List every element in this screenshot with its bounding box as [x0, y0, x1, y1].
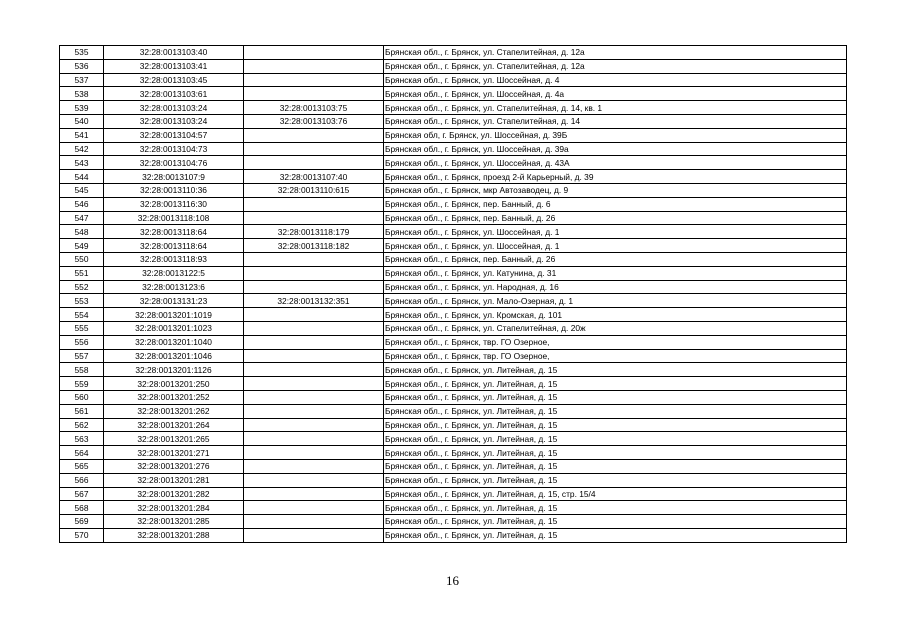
related-cadastral-number-cell: [244, 252, 384, 266]
table-row: [60, 266, 847, 280]
row-number-cell: 540: [60, 114, 104, 128]
row-number-cell: 558: [60, 363, 104, 377]
table-row: [60, 59, 847, 73]
page-number: 16: [446, 573, 459, 588]
cadastral-number-cell: 32:28:0013201:265: [104, 432, 244, 446]
address-cell: Брянская обл., г. Брянск, ул. Литейная, д. 15: [384, 390, 847, 404]
cadastral-number-cell: 32:28:0013201:285: [104, 515, 244, 529]
address-cell: Брянская обл., г. Брянск, ул. Шоссейная, д. 4: [384, 73, 847, 87]
address-cell: Брянская обл., г. Брянск, ул. Литейная, д. 15, стр. 15/4: [384, 487, 847, 501]
row-number-cell: 535: [60, 46, 104, 60]
cadastral-number-cell: 32:28:0013118:108: [104, 211, 244, 225]
address-cell: Брянская обл., г. Брянск, ул. Литейная, д. 15: [384, 418, 847, 432]
related-cadastral-number-cell: [244, 446, 384, 460]
row-number-cell: 554: [60, 308, 104, 322]
address-cell: Брянская обл., г. Брянск, ул. Литейная, д. 15: [384, 404, 847, 418]
row-number-cell: 550: [60, 252, 104, 266]
cadastral-number-cell: 32:28:0013118:64: [104, 225, 244, 239]
related-cadastral-number-cell: [244, 363, 384, 377]
address-cell: Брянская обл., г. Брянск, ул. Литейная, д. 15: [384, 377, 847, 391]
related-cadastral-number-cell: [244, 46, 384, 60]
cadastral-number-cell: 32:28:0013103:40: [104, 46, 244, 60]
table-row: [60, 377, 847, 391]
table-row: [60, 156, 847, 170]
cadastral-number-cell: 32:28:0013110:36: [104, 183, 244, 197]
related-cadastral-number-cell: [244, 87, 384, 101]
address-cell: Брянская обл., г. Брянск, пер. Банный, д. 26: [384, 211, 847, 225]
table-row: [60, 418, 847, 432]
address-cell: Брянская обл., г. Брянск, твр. ГО Озерное,: [384, 349, 847, 363]
row-number-cell: 569: [60, 515, 104, 529]
row-number-cell: 537: [60, 73, 104, 87]
related-cadastral-number-cell: [244, 501, 384, 515]
related-cadastral-number-cell: [244, 515, 384, 529]
cadastral-number-cell: 32:28:0013118:93: [104, 252, 244, 266]
registry-table-body: [60, 46, 847, 543]
address-cell: Брянская обл., г. Брянск, ул. Шоссейная, д. 4а: [384, 87, 847, 101]
address-cell: Брянская обл., г. Брянск, ул. Литейная, д. 15: [384, 446, 847, 460]
cadastral-number-cell: 32:28:0013107:9: [104, 170, 244, 184]
address-cell: Брянская обл., г. Брянск, ул. Стапелитейная, д. 12а: [384, 59, 847, 73]
address-cell: Брянская обл., г. Брянск, ул. Шоссейная, д. 39а: [384, 142, 847, 156]
related-cadastral-number-cell: [244, 349, 384, 363]
address-cell: Брянская обл., г. Брянск, ул. Стапелитейная, д. 14, кв. 1: [384, 101, 847, 115]
table-row: [60, 528, 847, 542]
row-number-cell: 552: [60, 280, 104, 294]
cadastral-number-cell: 32:28:0013103:24: [104, 114, 244, 128]
cadastral-number-cell: 32:28:0013131:23: [104, 294, 244, 308]
related-cadastral-number-cell: 32:28:0013103:75: [244, 101, 384, 115]
cadastral-number-cell: 32:28:0013201:252: [104, 390, 244, 404]
table-row: [60, 252, 847, 266]
table-row: [60, 515, 847, 529]
related-cadastral-number-cell: [244, 142, 384, 156]
row-number-cell: 557: [60, 349, 104, 363]
cadastral-number-cell: 32:28:0013123:6: [104, 280, 244, 294]
row-number-cell: 568: [60, 501, 104, 515]
address-cell: Брянская обл., г. Брянск, ул. Литейная, д. 15: [384, 363, 847, 377]
cadastral-number-cell: 32:28:0013103:45: [104, 73, 244, 87]
related-cadastral-number-cell: [244, 266, 384, 280]
table-row: [60, 446, 847, 460]
registry-table: [59, 45, 847, 543]
related-cadastral-number-cell: 32:28:0013103:76: [244, 114, 384, 128]
row-number-cell: 546: [60, 197, 104, 211]
address-cell: Брянская обл., г. Брянск, ул. Кромская, д. 101: [384, 308, 847, 322]
cadastral-number-cell: 32:28:0013201:250: [104, 377, 244, 391]
cadastral-number-cell: 32:28:0013201:1023: [104, 321, 244, 335]
table-row: [60, 128, 847, 142]
address-cell: Брянская обл., г. Брянск, ул. Литейная, д. 15: [384, 528, 847, 542]
row-number-cell: 565: [60, 459, 104, 473]
related-cadastral-number-cell: 32:28:0013110:615: [244, 183, 384, 197]
cadastral-number-cell: 32:28:0013201:1046: [104, 349, 244, 363]
table-row: [60, 487, 847, 501]
address-cell: Брянская обл., г. Брянск, ул. Стапелитейная, д. 14: [384, 114, 847, 128]
row-number-cell: 555: [60, 321, 104, 335]
row-number-cell: 564: [60, 446, 104, 460]
row-number-cell: 553: [60, 294, 104, 308]
related-cadastral-number-cell: [244, 390, 384, 404]
related-cadastral-number-cell: 32:28:0013118:179: [244, 225, 384, 239]
related-cadastral-number-cell: [244, 128, 384, 142]
row-number-cell: 538: [60, 87, 104, 101]
table-row: [60, 87, 847, 101]
address-cell: Брянская обл., г. Брянск, пер. Банный, д. 26: [384, 252, 847, 266]
address-cell: Брянская обл., г. Брянск, ул. Литейная, д. 15: [384, 501, 847, 515]
cadastral-number-cell: 32:28:0013201:271: [104, 446, 244, 460]
cadastral-number-cell: 32:28:0013201:282: [104, 487, 244, 501]
row-number-cell: 551: [60, 266, 104, 280]
row-number-cell: 556: [60, 335, 104, 349]
cadastral-number-cell: 32:28:0013103:24: [104, 101, 244, 115]
cadastral-number-cell: 32:28:0013201:288: [104, 528, 244, 542]
row-number-cell: 536: [60, 59, 104, 73]
related-cadastral-number-cell: [244, 197, 384, 211]
cadastral-number-cell: 32:28:0013201:1019: [104, 308, 244, 322]
table-row: [60, 432, 847, 446]
table-row: [60, 404, 847, 418]
address-cell: Брянская обл., г. Брянск, ул. Литейная, д. 15: [384, 432, 847, 446]
table-row: [60, 101, 847, 115]
related-cadastral-number-cell: 32:28:0013107:40: [244, 170, 384, 184]
table-row: [60, 473, 847, 487]
table-row: [60, 46, 847, 60]
table-row: [60, 349, 847, 363]
row-number-cell: 563: [60, 432, 104, 446]
address-cell: Брянская обл, г. Брянск, ул. Шоссейная, д. 39Б: [384, 128, 847, 142]
row-number-cell: 561: [60, 404, 104, 418]
cadastral-number-cell: 32:28:0013201:1126: [104, 363, 244, 377]
address-cell: Брянская обл., г. Брянск, ул. Литейная, д. 15: [384, 459, 847, 473]
address-cell: Брянская обл., г. Брянск, ул. Народная, д. 16: [384, 280, 847, 294]
related-cadastral-number-cell: [244, 459, 384, 473]
table-row: [60, 73, 847, 87]
cadastral-number-cell: 32:28:0013118:64: [104, 239, 244, 253]
address-cell: Брянская обл., г. Брянск, ул. Шоссейная, д. 43А: [384, 156, 847, 170]
row-number-cell: 549: [60, 239, 104, 253]
address-cell: Брянская обл., г. Брянск, твр. ГО Озерное,: [384, 335, 847, 349]
table-row: [60, 170, 847, 184]
address-cell: Брянская обл., г. Брянск, ул. Шоссейная, д. 1: [384, 239, 847, 253]
related-cadastral-number-cell: [244, 528, 384, 542]
row-number-cell: 541: [60, 128, 104, 142]
cadastral-number-cell: 32:28:0013201:281: [104, 473, 244, 487]
related-cadastral-number-cell: [244, 432, 384, 446]
row-number-cell: 567: [60, 487, 104, 501]
table-row: [60, 225, 847, 239]
address-cell: Брянская обл., г. Брянск, ул. Литейная, д. 15: [384, 515, 847, 529]
table-row: [60, 211, 847, 225]
cadastral-number-cell: 32:28:0013116:30: [104, 197, 244, 211]
table-row: [60, 114, 847, 128]
table-row: [60, 183, 847, 197]
related-cadastral-number-cell: [244, 321, 384, 335]
row-number-cell: 566: [60, 473, 104, 487]
table-row: [60, 308, 847, 322]
address-cell: Брянская обл., г. Брянск, ул. Стапелитейная, д. 12а: [384, 46, 847, 60]
cadastral-number-cell: 32:28:0013201:284: [104, 501, 244, 515]
cadastral-number-cell: 32:28:0013201:262: [104, 404, 244, 418]
address-cell: Брянская обл., г. Брянск, проезд 2-й Карьерный, д. 39: [384, 170, 847, 184]
table-row: [60, 280, 847, 294]
related-cadastral-number-cell: [244, 487, 384, 501]
row-number-cell: 539: [60, 101, 104, 115]
cadastral-number-cell: 32:28:0013103:61: [104, 87, 244, 101]
table-row: [60, 294, 847, 308]
row-number-cell: 548: [60, 225, 104, 239]
cadastral-number-cell: 32:28:0013201:264: [104, 418, 244, 432]
related-cadastral-number-cell: [244, 377, 384, 391]
table-row: [60, 363, 847, 377]
row-number-cell: 562: [60, 418, 104, 432]
cadastral-number-cell: 32:28:0013103:41: [104, 59, 244, 73]
address-cell: Брянская обл., г. Брянск, мкр Автозаводец, д. 9: [384, 183, 847, 197]
address-cell: Брянская обл., г. Брянск, ул. Литейная, д. 15: [384, 473, 847, 487]
related-cadastral-number-cell: 32:28:0013118:182: [244, 239, 384, 253]
related-cadastral-number-cell: 32:28:0013132:351: [244, 294, 384, 308]
related-cadastral-number-cell: [244, 59, 384, 73]
table-row: [60, 501, 847, 515]
row-number-cell: 545: [60, 183, 104, 197]
row-number-cell: 570: [60, 528, 104, 542]
row-number-cell: 543: [60, 156, 104, 170]
table-row: [60, 390, 847, 404]
address-cell: Брянская обл., г. Брянск, ул. Мало-Озерная, д. 1: [384, 294, 847, 308]
table-row: [60, 321, 847, 335]
cadastral-number-cell: 32:28:0013201:276: [104, 459, 244, 473]
cadastral-number-cell: 32:28:0013122:5: [104, 266, 244, 280]
related-cadastral-number-cell: [244, 211, 384, 225]
address-cell: Брянская обл., г. Брянск, ул. Стапелитейная, д. 20ж: [384, 321, 847, 335]
table-row: [60, 459, 847, 473]
row-number-cell: 560: [60, 390, 104, 404]
related-cadastral-number-cell: [244, 280, 384, 294]
cadastral-number-cell: 32:28:0013104:73: [104, 142, 244, 156]
row-number-cell: 547: [60, 211, 104, 225]
cadastral-number-cell: 32:28:0013201:1040: [104, 335, 244, 349]
address-cell: Брянская обл., г. Брянск, пер. Банный, д. 6: [384, 197, 847, 211]
table-row: [60, 142, 847, 156]
related-cadastral-number-cell: [244, 418, 384, 432]
address-cell: Брянская обл., г. Брянск, ул. Катунина, д. 31: [384, 266, 847, 280]
row-number-cell: 542: [60, 142, 104, 156]
row-number-cell: 559: [60, 377, 104, 391]
table-row: [60, 197, 847, 211]
table-row: [60, 335, 847, 349]
related-cadastral-number-cell: [244, 335, 384, 349]
related-cadastral-number-cell: [244, 473, 384, 487]
cadastral-number-cell: 32:28:0013104:57: [104, 128, 244, 142]
table-row: [60, 239, 847, 253]
related-cadastral-number-cell: [244, 156, 384, 170]
related-cadastral-number-cell: [244, 308, 384, 322]
cadastral-number-cell: 32:28:0013104:76: [104, 156, 244, 170]
related-cadastral-number-cell: [244, 404, 384, 418]
row-number-cell: 544: [60, 170, 104, 184]
address-cell: Брянская обл., г. Брянск, ул. Шоссейная, д. 1: [384, 225, 847, 239]
related-cadastral-number-cell: [244, 73, 384, 87]
